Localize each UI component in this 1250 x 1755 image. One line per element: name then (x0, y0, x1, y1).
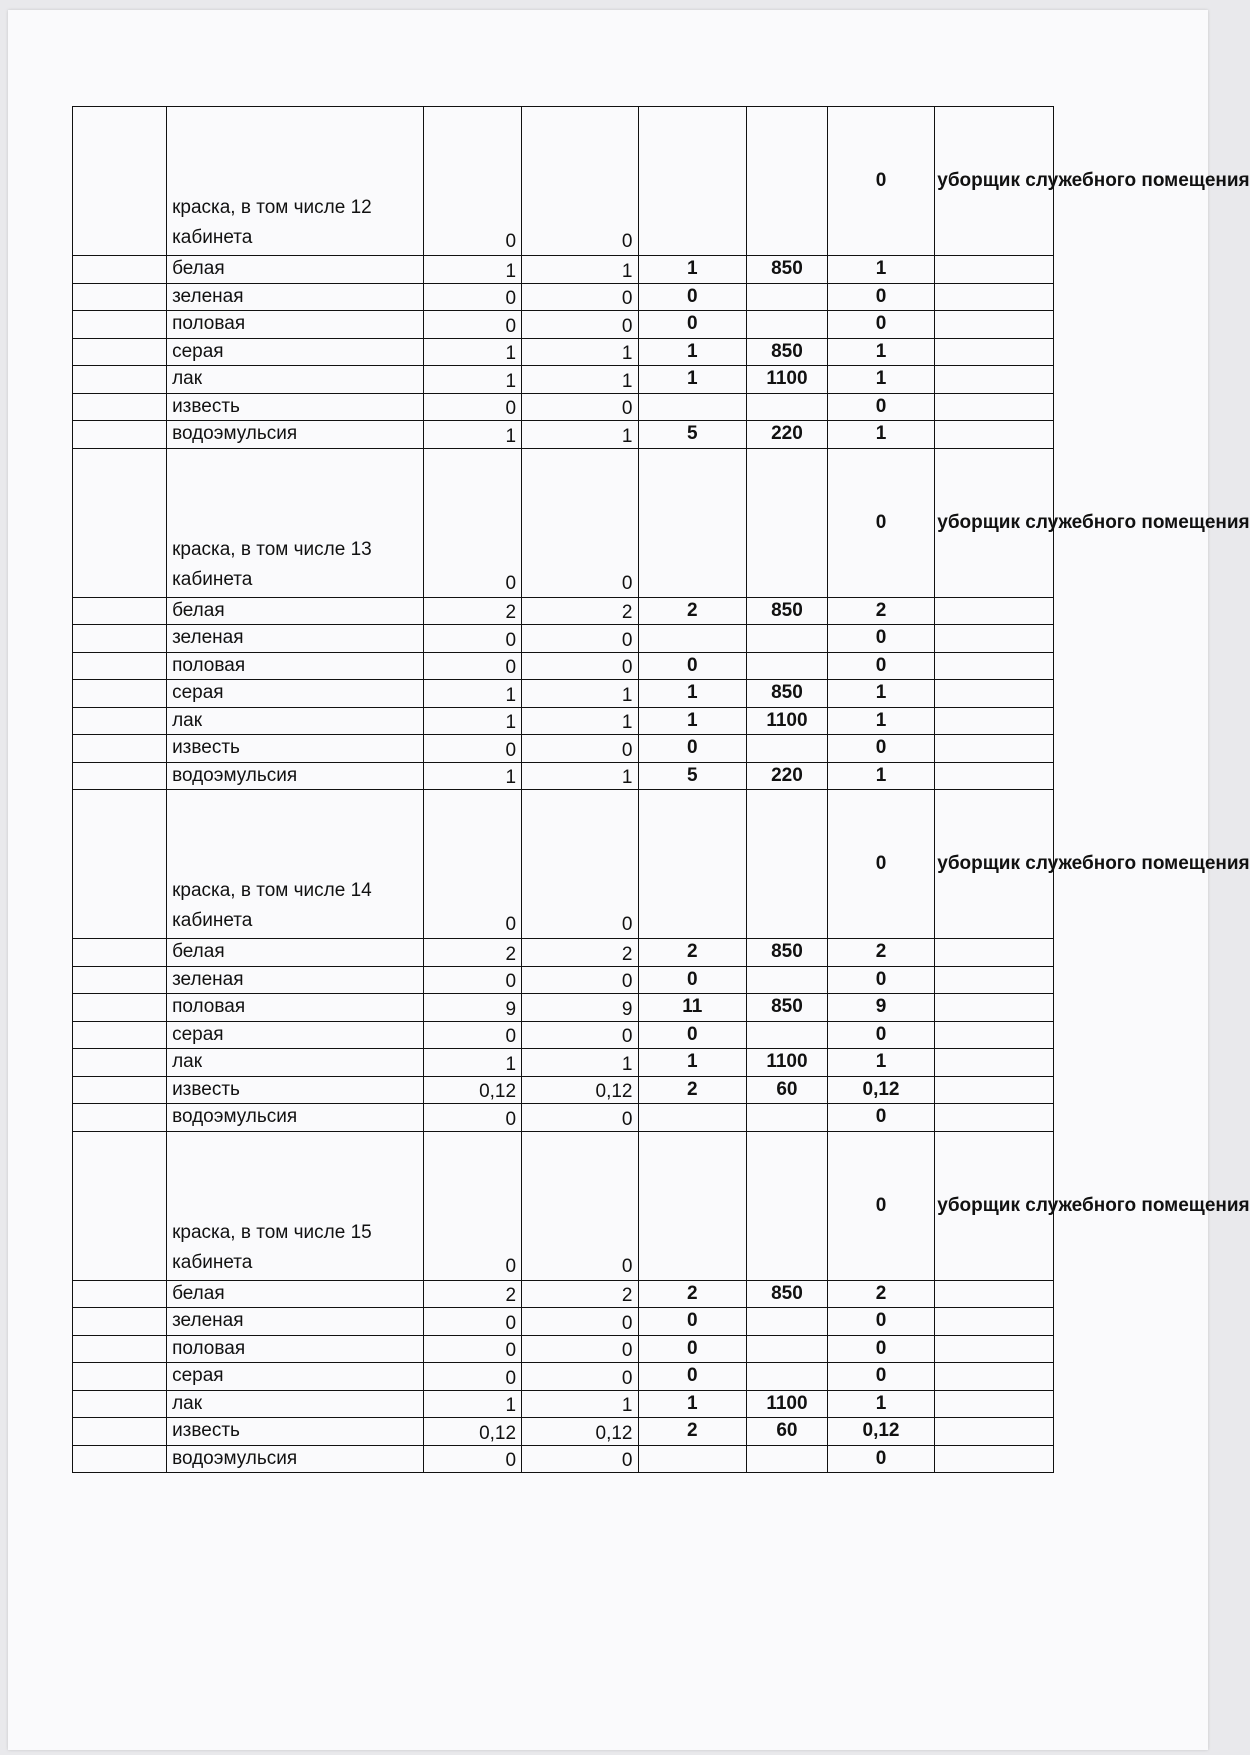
cell-c: 1 (638, 707, 747, 735)
cell-b: 0 (522, 790, 638, 939)
table-row (73, 762, 1054, 790)
cell-d: 220 (747, 762, 828, 790)
cell-b: 0 (522, 735, 638, 763)
responsible-cell (935, 421, 1054, 449)
responsible-cell (935, 966, 1054, 994)
responsible-cell (935, 366, 1054, 394)
cell-e: 2 (827, 597, 935, 625)
cell-name: водоэмульсия (167, 421, 423, 449)
cell-c: 0 (638, 1363, 747, 1391)
cell-a: 0 (423, 652, 522, 680)
cell-b: 1 (522, 421, 638, 449)
cell-b: 0 (522, 311, 638, 339)
table-row (73, 966, 1054, 994)
cell-d (747, 1021, 828, 1049)
cell-d: 220 (747, 421, 828, 449)
table-row (73, 1335, 1054, 1363)
cell-a: 1 (423, 338, 522, 366)
cell-b: 1 (522, 1049, 638, 1077)
cell-a: 1 (423, 680, 522, 708)
group-header-row (73, 790, 1054, 939)
cell-b: 1 (522, 338, 638, 366)
table-row (73, 311, 1054, 339)
cell-name: половая (167, 994, 423, 1022)
cell-a: 1 (423, 762, 522, 790)
cell-e: 0 (827, 1335, 935, 1363)
table-row (73, 652, 1054, 680)
cell-d (747, 283, 828, 311)
index-cell (73, 1076, 167, 1104)
cell-b: 0 (522, 1308, 638, 1336)
responsible-cell (935, 680, 1054, 708)
cell-e: 1 (827, 421, 935, 449)
cell-c: 1 (638, 1049, 747, 1077)
cell-e: 0 (827, 311, 935, 339)
cell-e: 0 (827, 735, 935, 763)
responsible-cell (935, 1445, 1054, 1473)
cell-a: 2 (423, 597, 522, 625)
cell-name: водоэмульсия (167, 1104, 423, 1132)
cell-c: 2 (638, 597, 747, 625)
index-cell (73, 1049, 167, 1077)
index-cell (73, 256, 167, 284)
cell-d: 850 (747, 1280, 828, 1308)
table-row (73, 1280, 1054, 1308)
cell-a: 1 (423, 1390, 522, 1418)
cell-a: 0 (423, 1104, 522, 1132)
index-cell (73, 939, 167, 967)
cell-e: 2 (827, 1280, 935, 1308)
responsible-cell: уборщик служебного помещения (935, 790, 1054, 939)
cell-c: 0 (638, 735, 747, 763)
table-row (73, 338, 1054, 366)
cell-d (747, 448, 828, 597)
cell-b: 0 (522, 1104, 638, 1132)
cell-a: 0 (423, 966, 522, 994)
index-cell (73, 1308, 167, 1336)
cell-a: 0 (423, 107, 522, 256)
cell-e: 1 (827, 680, 935, 708)
cell-b: 0 (522, 652, 638, 680)
cell-d: 60 (747, 1418, 828, 1446)
cell-d: 1100 (747, 707, 828, 735)
cell-d (747, 1335, 828, 1363)
responsible-cell: уборщик служебного помещения (935, 107, 1054, 256)
cell-a: 0 (423, 311, 522, 339)
cell-a: 0 (423, 1021, 522, 1049)
cell-e: 9 (827, 994, 935, 1022)
scanned-page (8, 10, 1250, 1750)
cell-e: 1 (827, 338, 935, 366)
index-cell (73, 1418, 167, 1446)
index-cell (73, 625, 167, 653)
responsible-cell (935, 625, 1054, 653)
cell-name: водоэмульсия (167, 762, 423, 790)
cell-a: 0 (423, 283, 522, 311)
cell-name: известь (167, 735, 423, 763)
index-cell (73, 735, 167, 763)
cell-c (638, 393, 747, 421)
cell-d: 1100 (747, 1049, 828, 1077)
cell-c: 1 (638, 366, 747, 394)
cell-name: серая (167, 1363, 423, 1391)
responsible-cell (935, 939, 1054, 967)
responsible-cell (935, 256, 1054, 284)
cell-e: 1 (827, 762, 935, 790)
cell-c: 2 (638, 939, 747, 967)
cell-e: 0 (827, 1131, 935, 1280)
cell-d: 850 (747, 597, 828, 625)
cell-name: лак (167, 366, 423, 394)
cell-b: 0 (522, 966, 638, 994)
index-cell (73, 762, 167, 790)
responsible-cell (935, 1280, 1054, 1308)
cell-name: зеленая (167, 283, 423, 311)
responsible-cell (935, 1104, 1054, 1132)
cell-e: 0,12 (827, 1418, 935, 1446)
responsible-cell (935, 597, 1054, 625)
table-row (73, 1390, 1054, 1418)
cell-b: 2 (522, 1280, 638, 1308)
cell-c: 11 (638, 994, 747, 1022)
cell-e: 2 (827, 939, 935, 967)
cell-name: половая (167, 311, 423, 339)
cell-d: 1100 (747, 1390, 828, 1418)
cell-a: 0 (423, 393, 522, 421)
group-header-row (73, 448, 1054, 597)
cell-name: водоэмульсия (167, 1445, 423, 1473)
cell-d (747, 1104, 828, 1132)
cell-d (747, 1445, 828, 1473)
cell-e: 0 (827, 448, 935, 597)
cell-e: 0 (827, 1308, 935, 1336)
materials-table (72, 106, 1250, 1473)
responsible-cell (935, 283, 1054, 311)
responsible-cell (935, 762, 1054, 790)
cell-a: 0,12 (423, 1418, 522, 1446)
cell-b: 0,12 (522, 1418, 638, 1446)
table-row (73, 735, 1054, 763)
cell-e: 0 (827, 652, 935, 680)
cell-b: 0 (522, 1445, 638, 1473)
cell-b: 1 (522, 366, 638, 394)
index-cell (73, 311, 167, 339)
responsible-cell (935, 1049, 1054, 1077)
table-row (73, 707, 1054, 735)
cell-e: 0 (827, 1104, 935, 1132)
cell-name: краска, в том числе 14 кабинета (167, 790, 423, 939)
cell-d (747, 790, 828, 939)
cell-a: 0,12 (423, 1076, 522, 1104)
cell-a: 1 (423, 421, 522, 449)
cell-a: 0 (423, 735, 522, 763)
cell-d: 850 (747, 939, 828, 967)
cell-d (747, 652, 828, 680)
index-cell (73, 1104, 167, 1132)
index-cell (73, 1131, 167, 1280)
responsible-cell: уборщик служебного помещения (935, 448, 1054, 597)
cell-e: 0 (827, 625, 935, 653)
responsible-cell (935, 1021, 1054, 1049)
cell-c: 1 (638, 338, 747, 366)
cell-e: 1 (827, 1390, 935, 1418)
cell-b: 1 (522, 762, 638, 790)
cell-a: 1 (423, 256, 522, 284)
index-cell (73, 1021, 167, 1049)
cell-d: 60 (747, 1076, 828, 1104)
index-cell (73, 338, 167, 366)
table-row (73, 256, 1054, 284)
responsible-cell (935, 393, 1054, 421)
cell-b: 2 (522, 939, 638, 967)
responsible-cell (935, 1390, 1054, 1418)
table-row (73, 1308, 1054, 1336)
cell-d: 850 (747, 680, 828, 708)
cell-b: 1 (522, 1390, 638, 1418)
responsible-cell (935, 1418, 1054, 1446)
cell-e: 1 (827, 1049, 935, 1077)
cell-name: краска, в том числе 15 кабинета (167, 1131, 423, 1280)
cell-c: 0 (638, 966, 747, 994)
cell-name: половая (167, 1335, 423, 1363)
cell-c (638, 1104, 747, 1132)
cell-c: 5 (638, 421, 747, 449)
cell-a: 0 (423, 1335, 522, 1363)
cell-e: 0 (827, 966, 935, 994)
cell-name: серая (167, 1021, 423, 1049)
responsible-cell (935, 1308, 1054, 1336)
index-cell (73, 966, 167, 994)
cell-d (747, 1131, 828, 1280)
cell-name: белая (167, 597, 423, 625)
group-header-row (73, 1131, 1054, 1280)
cell-e: 0 (827, 107, 935, 256)
cell-e: 0 (827, 393, 935, 421)
index-cell (73, 597, 167, 625)
cell-name: известь (167, 1418, 423, 1446)
cell-c: 1 (638, 256, 747, 284)
table-row (73, 1104, 1054, 1132)
cell-a: 1 (423, 366, 522, 394)
table-row (73, 625, 1054, 653)
cell-c (638, 1131, 747, 1280)
cell-d (747, 966, 828, 994)
cell-a: 2 (423, 939, 522, 967)
index-cell (73, 1280, 167, 1308)
table-row (73, 1049, 1054, 1077)
table-row (73, 1445, 1054, 1473)
table-row (73, 393, 1054, 421)
cell-c (638, 625, 747, 653)
cell-name: лак (167, 707, 423, 735)
cell-c: 1 (638, 1390, 747, 1418)
cell-a: 0 (423, 448, 522, 597)
cell-e: 0 (827, 1363, 935, 1391)
cell-b: 2 (522, 597, 638, 625)
cell-b: 1 (522, 256, 638, 284)
index-cell (73, 790, 167, 939)
cell-name: краска, в том числе 13 кабинета (167, 448, 423, 597)
responsible-cell (935, 1076, 1054, 1104)
cell-c (638, 790, 747, 939)
cell-b: 0 (522, 107, 638, 256)
cell-c (638, 448, 747, 597)
cell-e: 0 (827, 283, 935, 311)
table-row (73, 597, 1054, 625)
index-cell (73, 1335, 167, 1363)
cell-d (747, 311, 828, 339)
cell-name: краска, в том числе 12 кабинета (167, 107, 423, 256)
cell-name: белая (167, 939, 423, 967)
cell-b: 0,12 (522, 1076, 638, 1104)
index-cell (73, 994, 167, 1022)
cell-b: 0 (522, 1363, 638, 1391)
cell-a: 1 (423, 1049, 522, 1077)
responsible-cell (935, 994, 1054, 1022)
responsible-cell (935, 735, 1054, 763)
table-row (73, 421, 1054, 449)
cell-b: 0 (522, 393, 638, 421)
index-cell (73, 707, 167, 735)
cell-e: 0,12 (827, 1076, 935, 1104)
cell-d: 850 (747, 994, 828, 1022)
table-row (73, 1418, 1054, 1446)
index-cell (73, 283, 167, 311)
cell-d (747, 1308, 828, 1336)
cell-d (747, 393, 828, 421)
cell-name: зеленая (167, 1308, 423, 1336)
cell-name: зеленая (167, 966, 423, 994)
cell-b: 0 (522, 1335, 638, 1363)
cell-d: 1100 (747, 366, 828, 394)
cell-e: 1 (827, 256, 935, 284)
cell-c: 0 (638, 1308, 747, 1336)
cell-d (747, 1363, 828, 1391)
cell-name: зеленая (167, 625, 423, 653)
group-header-row (73, 107, 1054, 256)
table-row (73, 1363, 1054, 1391)
cell-name: белая (167, 1280, 423, 1308)
cell-name: половая (167, 652, 423, 680)
cell-a: 0 (423, 1445, 522, 1473)
cell-b: 1 (522, 680, 638, 708)
cell-a: 0 (423, 625, 522, 653)
cell-b: 0 (522, 625, 638, 653)
responsible-cell (935, 1363, 1054, 1391)
cell-e: 1 (827, 366, 935, 394)
cell-a: 0 (423, 1363, 522, 1391)
table-row (73, 680, 1054, 708)
index-cell (73, 393, 167, 421)
cell-c: 0 (638, 311, 747, 339)
cell-c: 2 (638, 1076, 747, 1104)
table-row (73, 366, 1054, 394)
cell-c (638, 1445, 747, 1473)
responsible-cell (935, 652, 1054, 680)
cell-e: 0 (827, 790, 935, 939)
cell-a: 2 (423, 1280, 522, 1308)
cell-name: серая (167, 338, 423, 366)
cell-name: лак (167, 1390, 423, 1418)
cell-e: 0 (827, 1445, 935, 1473)
cell-d: 850 (747, 256, 828, 284)
cell-c: 0 (638, 283, 747, 311)
responsible-cell (935, 338, 1054, 366)
responsible-cell (935, 1335, 1054, 1363)
index-cell (73, 366, 167, 394)
table-row (73, 1021, 1054, 1049)
cell-c: 2 (638, 1280, 747, 1308)
cell-b: 0 (522, 1131, 638, 1280)
index-cell (73, 680, 167, 708)
cell-name: лак (167, 1049, 423, 1077)
cell-b: 9 (522, 994, 638, 1022)
index-cell (73, 1445, 167, 1473)
cell-d (747, 735, 828, 763)
index-cell (73, 1390, 167, 1418)
cell-b: 1 (522, 707, 638, 735)
cell-a: 0 (423, 1308, 522, 1336)
cell-b: 0 (522, 1021, 638, 1049)
cell-a: 1 (423, 707, 522, 735)
cell-c: 1 (638, 680, 747, 708)
index-cell (73, 421, 167, 449)
responsible-cell (935, 311, 1054, 339)
cell-c: 2 (638, 1418, 747, 1446)
cell-d (747, 107, 828, 256)
cell-c: 0 (638, 1021, 747, 1049)
cell-e: 0 (827, 1021, 935, 1049)
cell-b: 0 (522, 448, 638, 597)
cell-name: белая (167, 256, 423, 284)
cell-d (747, 625, 828, 653)
cell-b: 0 (522, 283, 638, 311)
cell-name: известь (167, 393, 423, 421)
responsible-cell (935, 707, 1054, 735)
table-row (73, 994, 1054, 1022)
cell-name: известь (167, 1076, 423, 1104)
materials-table-body (73, 107, 1250, 1473)
index-cell (73, 107, 167, 256)
table-row (73, 283, 1054, 311)
cell-c: 0 (638, 1335, 747, 1363)
cell-a: 9 (423, 994, 522, 1022)
cell-c (638, 107, 747, 256)
responsible-cell: уборщик служебного помещения (935, 1131, 1054, 1280)
cell-a: 0 (423, 790, 522, 939)
index-cell (73, 448, 167, 597)
cell-e: 1 (827, 707, 935, 735)
cell-d: 850 (747, 338, 828, 366)
cell-a: 0 (423, 1131, 522, 1280)
index-cell (73, 652, 167, 680)
cell-c: 0 (638, 652, 747, 680)
table-row (73, 939, 1054, 967)
table-row (73, 1076, 1054, 1104)
cell-c: 5 (638, 762, 747, 790)
cell-name: серая (167, 680, 423, 708)
index-cell (73, 1363, 167, 1391)
